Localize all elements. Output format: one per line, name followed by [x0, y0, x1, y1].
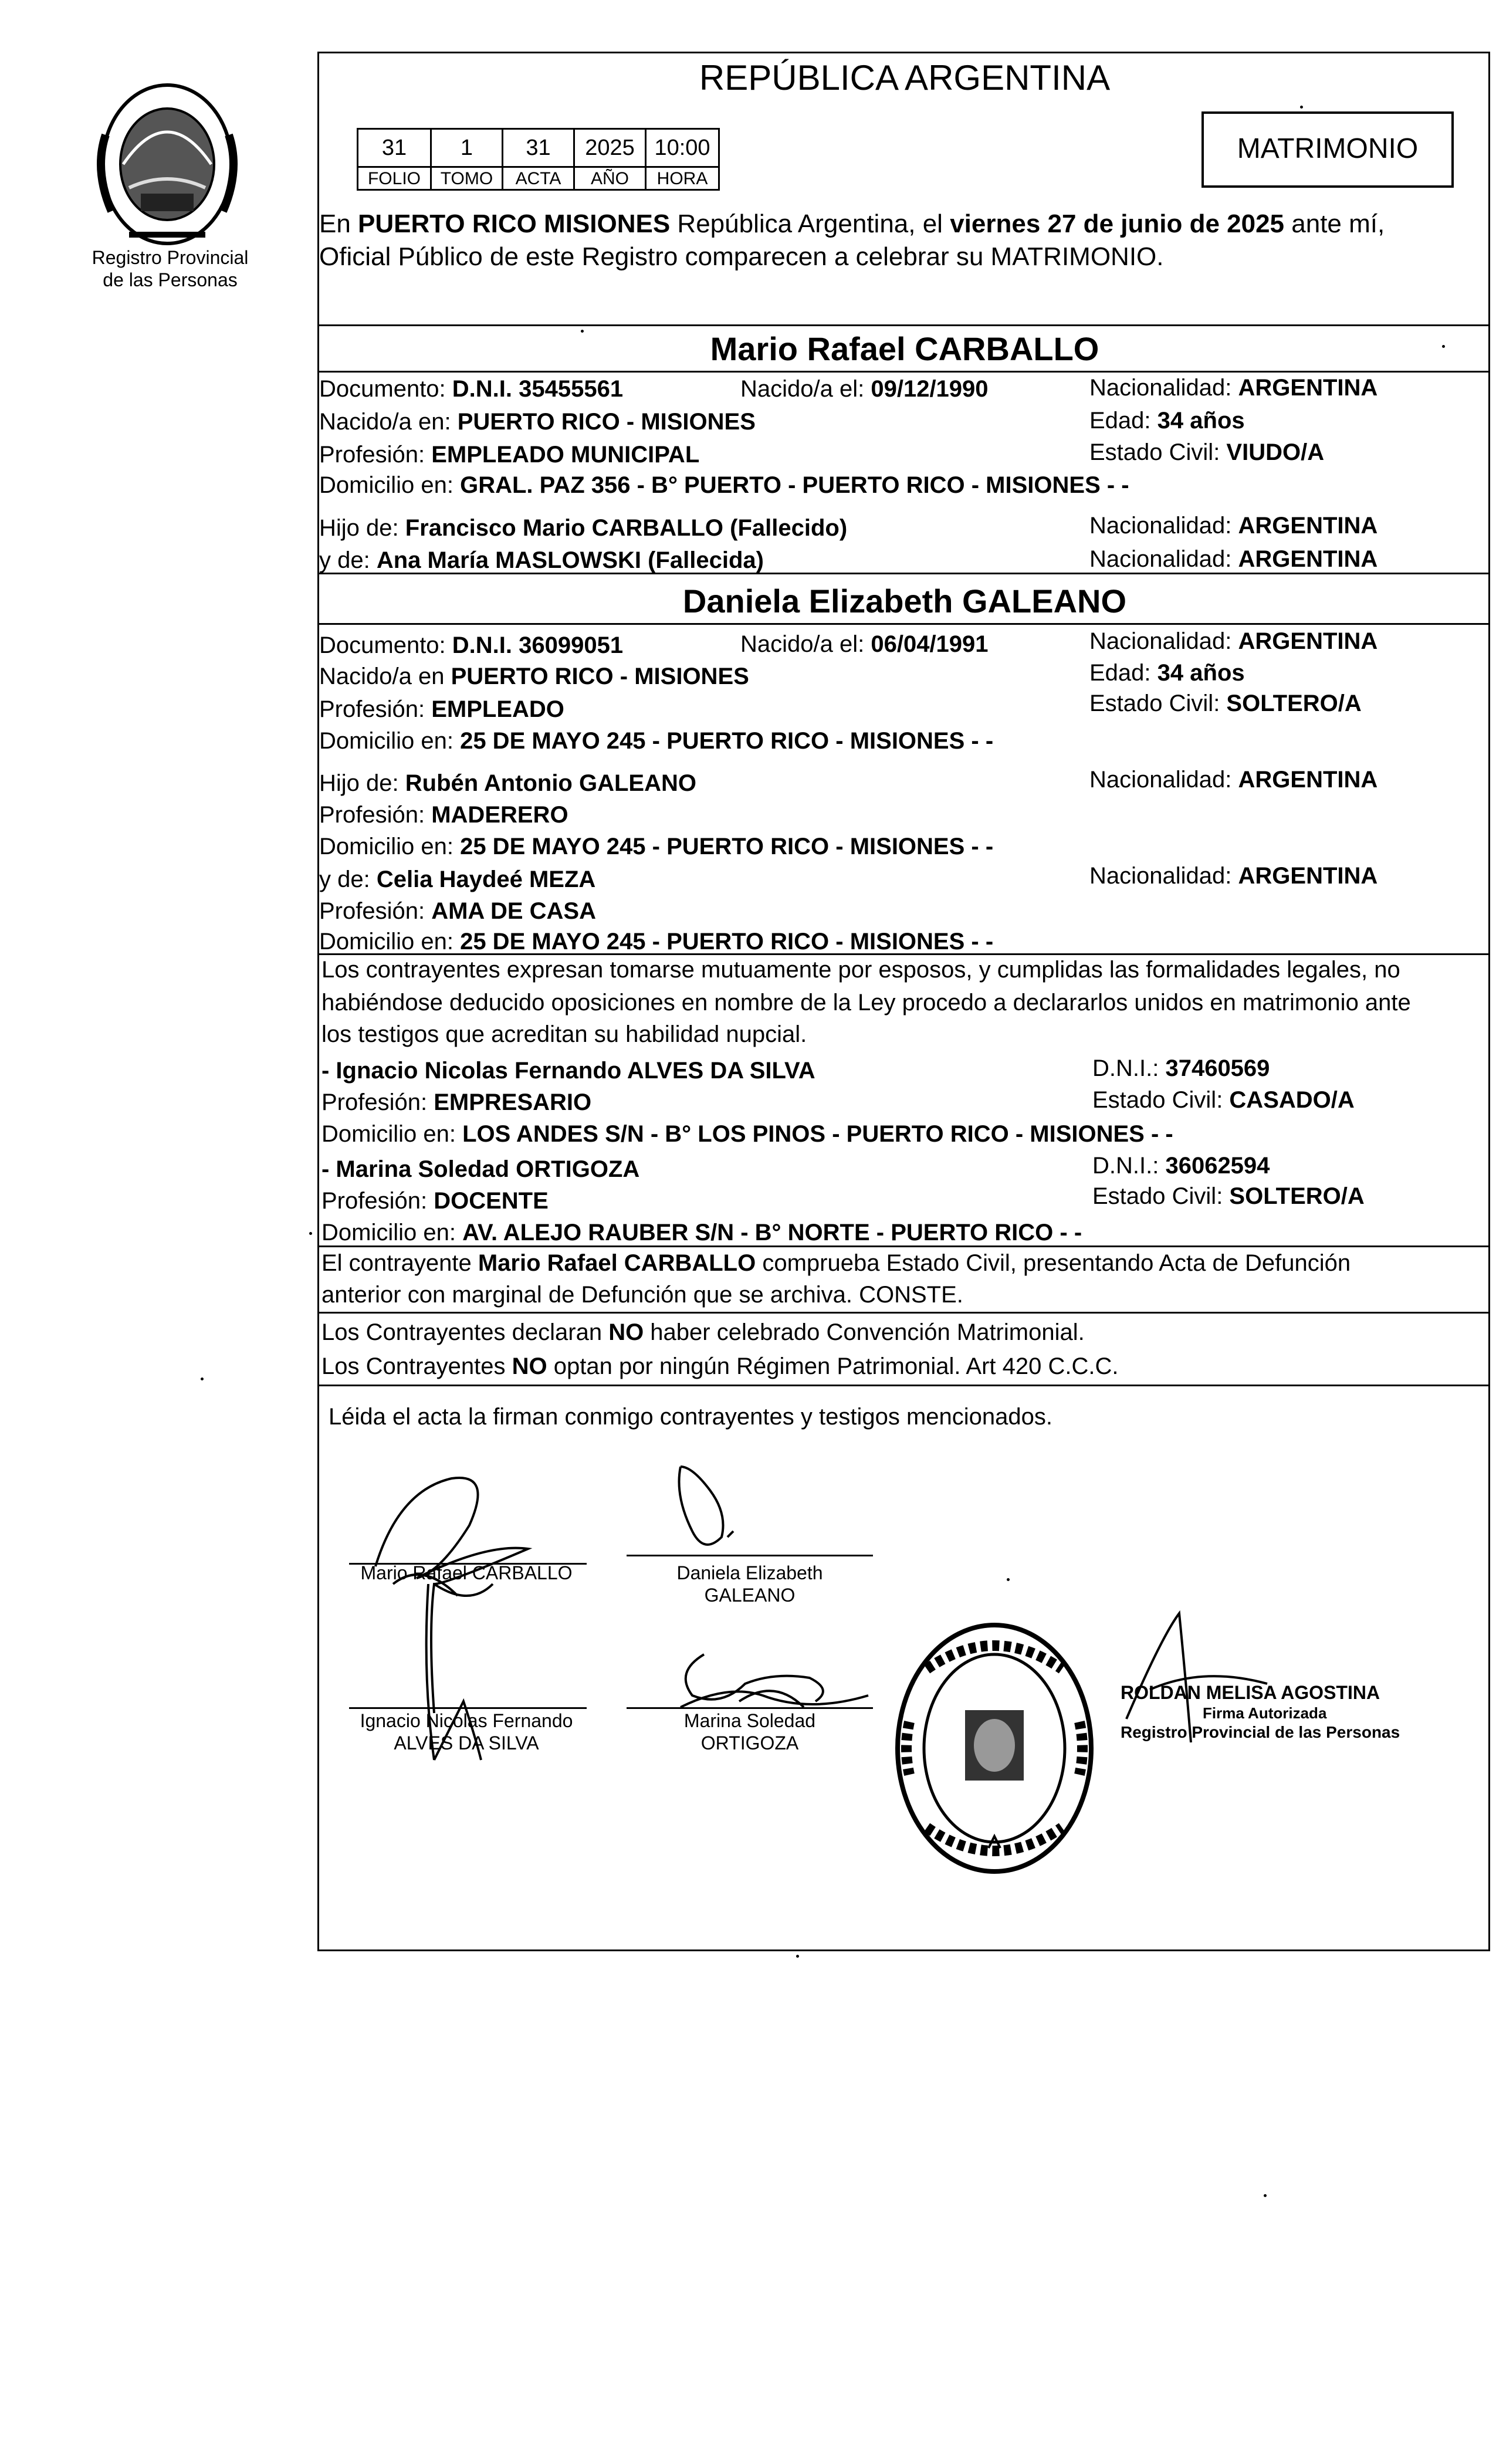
divider	[319, 1245, 1490, 1247]
testigo1-dni	[1092, 1055, 1270, 1082]
label: Estado Civil:	[1089, 439, 1227, 465]
oficial-title: Firma Autorizada	[1203, 1704, 1327, 1722]
value: CASADO/A	[1229, 1087, 1355, 1113]
label: Edad:	[1089, 408, 1157, 434]
intro-text: ante mí,	[1284, 209, 1385, 238]
c1-madre-nacionalidad	[1089, 546, 1377, 573]
testigo1-name: - Ignacio Nicolas Fernando ALVES DA SILVA	[321, 1058, 815, 1084]
label: Domicilio en:	[321, 1220, 463, 1245]
c1-estado-civil	[1089, 439, 1324, 466]
divider	[319, 371, 1490, 373]
label: Nacionalidad:	[1089, 863, 1238, 889]
scan-speck	[1264, 2194, 1267, 2197]
divider	[319, 1385, 1490, 1386]
folio-value: 31	[357, 128, 432, 168]
label: Nacido/a en	[319, 664, 451, 689]
text: comprueba Estado Civil, presentando Acta de Defunción	[756, 1250, 1351, 1276]
anio-value: 2025	[573, 128, 647, 168]
c2-domicilio	[319, 727, 993, 754]
intro-place: PUERTO RICO MISIONES	[358, 209, 671, 238]
label: Nacionalidad:	[1089, 628, 1238, 654]
testigo2-profesion	[321, 1187, 549, 1214]
text: El contrayente	[321, 1250, 478, 1276]
c1-nacionalidad	[1089, 374, 1377, 401]
label: Edad:	[1089, 660, 1157, 686]
value: NO	[512, 1353, 547, 1379]
c2-nacido-el	[740, 631, 989, 658]
page-title: REPÚBLICA ARGENTINA	[699, 58, 1111, 97]
c2-padre-domicilio	[319, 833, 993, 860]
value: SOLTERO/A	[1226, 691, 1362, 716]
value: SOLTERO/A	[1229, 1183, 1365, 1209]
scan-speck	[201, 1377, 204, 1380]
lectura-line: Léida el acta la firman conmigo contrayentes y testigos mencionados.	[329, 1404, 1053, 1430]
label: D.N.I.:	[1092, 1055, 1166, 1081]
caption-line: ORTIGOZA	[700, 1732, 799, 1754]
c1-edad	[1089, 407, 1245, 434]
label: Nacido/a el:	[740, 631, 871, 657]
value: VIUDO/A	[1226, 439, 1325, 465]
value: EMPLEADO	[431, 696, 564, 722]
tomo-label: TOMO	[430, 166, 503, 191]
value: EMPRESARIO	[434, 1089, 592, 1115]
label: Hijo de:	[319, 515, 405, 541]
intro-text: En	[319, 209, 358, 238]
label: Nacido/a en:	[319, 409, 458, 435]
text: Los Contrayentes declaran	[321, 1319, 609, 1345]
contrayente1-name: Mario Rafael CARBALLO	[710, 330, 1099, 367]
label: Profesión:	[319, 442, 432, 468]
value: ARGENTINA	[1238, 375, 1378, 401]
c2-madre-domicilio	[319, 928, 993, 955]
value: D.N.I. 36099051	[452, 632, 624, 658]
convencion-line	[321, 1319, 1085, 1346]
nota-line1	[321, 1250, 1351, 1277]
c2-madre-profesion	[319, 898, 596, 925]
declaracion-line2: habiéndose deducido oposiciones en nombre de la Ley procedo a declararlos unidos en matrimonio ante	[321, 990, 1411, 1016]
hora-value: 10:00	[645, 128, 720, 168]
c1-padre	[319, 515, 847, 541]
text: Los Contrayentes	[321, 1353, 512, 1379]
value: AMA DE CASA	[431, 898, 596, 924]
scan-speck	[1007, 1578, 1010, 1581]
c1-profesion	[319, 441, 699, 468]
label: Estado Civil:	[1092, 1183, 1230, 1209]
hora-label: HORA	[645, 166, 720, 191]
scan-speck	[309, 1232, 312, 1235]
c2-madre-nacionalidad	[1089, 862, 1377, 889]
value: AV. ALEJO RAUBER S/N - B° NORTE - PUERTO RICO - -	[462, 1220, 1082, 1245]
divider	[319, 324, 1490, 326]
testigo2-dni	[1092, 1152, 1270, 1179]
oficial-name: ROLDAN MELISA AGOSTINA	[1121, 1682, 1380, 1703]
c1-madre	[319, 547, 764, 574]
value: PUERTO RICO - MISIONES	[451, 664, 749, 689]
testigo1-domicilio	[321, 1121, 1173, 1148]
value: ARGENTINA	[1238, 628, 1378, 654]
contrayente2-name: Daniela Elizabeth GALEANO	[682, 583, 1127, 620]
value: EMPLEADO MUNICIPAL	[431, 442, 700, 468]
value: PUERTO RICO - MISIONES	[457, 409, 756, 435]
testigo2-name: - Marina Soledad ORTIGOZA	[321, 1156, 640, 1182]
folio-label: FOLIO	[357, 166, 432, 191]
c2-padre-nacionalidad	[1089, 766, 1377, 793]
label: Profesión:	[319, 898, 432, 924]
nota-line2: anterior con marginal de Defunción que se archiva. CONSTE.	[321, 1282, 963, 1308]
intro-date: viernes 27 de junio de 2025	[950, 209, 1285, 238]
tomo-value: 1	[430, 128, 503, 168]
caption-line: Marina Soledad	[683, 1710, 816, 1731]
value: ARGENTINA	[1238, 863, 1378, 889]
intro-line1	[319, 209, 1385, 239]
label: Estado Civil:	[1089, 691, 1227, 716]
label: Profesión:	[319, 802, 432, 828]
signature-caption-carballo: Mario Rafael CARBALLO	[360, 1562, 573, 1583]
scan-speck	[1442, 345, 1445, 348]
label: Profesión:	[319, 696, 432, 722]
logo-caption-line1: Registro Provincial	[92, 247, 249, 268]
label: Domicilio en:	[319, 728, 461, 754]
divider	[319, 623, 1490, 625]
acta-label: ACTA	[502, 166, 575, 191]
value: Celia Haydeé MEZA	[376, 867, 596, 892]
label: Nacionalidad:	[1089, 546, 1238, 572]
testigo2-domicilio	[321, 1219, 1082, 1246]
acta-value: 31	[502, 128, 575, 168]
c1-nacido-el	[740, 375, 989, 402]
c1-domicilio	[319, 472, 1129, 499]
value: 25 DE MAYO 245 - PUERTO RICO - MISIONES - -	[460, 929, 994, 955]
scan-speck	[581, 330, 584, 333]
c2-nacionalidad	[1089, 628, 1377, 655]
c1-nacido-en	[319, 408, 756, 435]
c2-edad	[1089, 659, 1245, 686]
text: optan por ningún Régimen Patrimonial. Art 420 C.C.C.	[547, 1353, 1119, 1379]
value: ARGENTINA	[1238, 513, 1378, 539]
c2-padre-profesion	[319, 801, 568, 828]
label: D.N.I.:	[1092, 1153, 1166, 1179]
value: GRAL. PAZ 356 - B° PUERTO - PUERTO RICO - MISIONES - -	[460, 472, 1129, 498]
delegacion-stamp	[892, 1616, 1097, 1880]
c2-nacido-en	[319, 663, 749, 690]
label: Estado Civil:	[1092, 1087, 1230, 1113]
value: Francisco Mario CARBALLO (Fallecido)	[405, 515, 848, 541]
testigo1-profesion	[321, 1089, 591, 1116]
value: D.N.I. 35455561	[452, 376, 624, 402]
label: Domicilio en:	[319, 472, 461, 498]
value: MADERERO	[431, 802, 568, 828]
text: haber celebrado Convención Matrimonial.	[644, 1319, 1085, 1345]
signature-ortigoza	[669, 1637, 880, 1731]
signature-caption-galeano	[627, 1562, 873, 1606]
value: LOS ANDES S/N - B° LOS PINOS - PUERTO RICO - MISIONES - -	[462, 1121, 1173, 1147]
c1-documento	[319, 375, 623, 402]
label: Nacionalidad:	[1089, 375, 1238, 401]
testigo1-estado-civil	[1092, 1087, 1355, 1113]
label: Profesión:	[321, 1089, 434, 1115]
oficial-registry: Registro Provincial de las Personas	[1121, 1723, 1400, 1741]
label: Nacido/a el:	[740, 376, 871, 402]
signature-alves	[411, 1584, 528, 1772]
value: ARGENTINA	[1238, 546, 1378, 572]
c2-madre	[319, 866, 595, 893]
scan-speck	[1300, 106, 1303, 109]
intro-text: República Argentina, el	[670, 209, 950, 238]
value: Rubén Antonio GALEANO	[405, 770, 696, 796]
regimen-line	[321, 1353, 1119, 1380]
label: y de:	[319, 867, 377, 892]
anio-label: AÑO	[573, 166, 647, 191]
value: 25 DE MAYO 245 - PUERTO RICO - MISIONES - -	[460, 728, 994, 754]
value: 37460569	[1165, 1055, 1270, 1081]
caption-line: ALVES DA SILVA	[394, 1732, 539, 1754]
tipo-acta-box: MATRIMONIO	[1201, 111, 1454, 188]
value: 25 DE MAYO 245 - PUERTO RICO - MISIONES - -	[460, 834, 994, 859]
value: Ana María MASLOWSKI (Fallecida)	[376, 547, 764, 573]
declaracion-line1: Los contrayentes expresan tomarse mutuamente por esposos, y cumplidas las formalidades legales, no	[321, 957, 1400, 983]
label: Domicilio en:	[321, 1121, 463, 1147]
c1-padre-nacionalidad	[1089, 512, 1377, 539]
testigo2-estado-civil	[1092, 1183, 1365, 1210]
declaracion-line3: los testigos que acreditan su habilidad nupcial.	[321, 1021, 807, 1047]
c2-documento	[319, 632, 623, 659]
divider	[319, 1312, 1490, 1314]
divider	[319, 953, 1490, 955]
label: Profesión:	[321, 1188, 434, 1214]
label: Domicilio en:	[319, 929, 461, 955]
value: ARGENTINA	[1238, 767, 1378, 793]
value: 36062594	[1165, 1153, 1270, 1179]
c2-padre	[319, 770, 696, 797]
label: Hijo de:	[319, 770, 405, 796]
logo-caption-line2: de las Personas	[103, 269, 238, 290]
value: 34 años	[1157, 408, 1245, 434]
scan-speck	[796, 1955, 799, 1958]
label: Nacionalidad:	[1089, 513, 1238, 539]
caption-line: GALEANO	[704, 1585, 796, 1606]
label: y de:	[319, 547, 377, 573]
caption-line: Ignacio Nicolas Fernando	[360, 1710, 573, 1731]
label: Nacionalidad:	[1089, 767, 1238, 793]
label: Domicilio en:	[319, 834, 461, 859]
province-seal-logo	[88, 76, 246, 252]
value: Mario Rafael CARBALLO	[478, 1250, 756, 1276]
c2-profesion	[319, 696, 564, 723]
divider	[319, 573, 1490, 574]
label: Documento:	[319, 376, 452, 402]
logo-caption	[82, 246, 258, 291]
value: NO	[608, 1319, 644, 1345]
value: 34 años	[1157, 660, 1245, 686]
caption-line: Daniela Elizabeth	[676, 1562, 823, 1583]
label: Documento:	[319, 632, 452, 658]
intro-line2: Oficial Público de este Registro comparecen a celebrar su MATRIMONIO.	[319, 242, 1164, 271]
value: DOCENTE	[434, 1188, 549, 1214]
signature-galeano	[669, 1455, 763, 1561]
value: 06/04/1991	[871, 631, 989, 657]
value: 09/12/1990	[871, 376, 989, 402]
c2-estado-civil	[1089, 690, 1362, 717]
